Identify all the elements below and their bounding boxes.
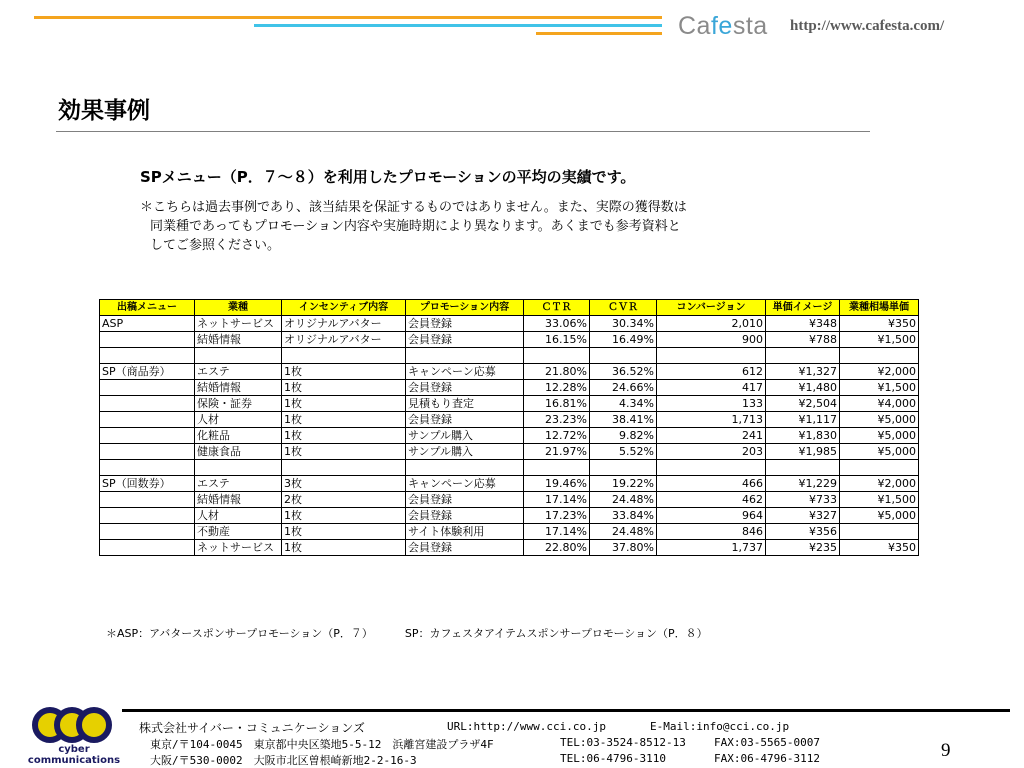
cell-menu [100,412,195,428]
cell-ctr [524,460,590,476]
cell-ctr: 12.72% [524,428,590,444]
cell-promotion: サイト体験利用 [406,524,524,540]
cell-ctr: 17.14% [524,524,590,540]
logo-part-c: sta [732,12,768,40]
header-stripe-orange-2 [536,32,662,35]
cell-industry: 人材 [195,508,282,524]
table-row [100,380,919,396]
footnote-sp: SP：カフェスタアイテムスポンサープロモーション（P．８） [404,627,708,640]
cell-unit-price: ¥348 [766,316,840,332]
cell-unit-price [766,348,840,364]
footnote [106,625,740,641]
cell-incentive: 1枚 [282,380,406,396]
column-header-incentive: インセンティブ内容 [282,300,406,316]
table-row [100,396,919,412]
cell-industry [195,460,282,476]
header-stripe-orange [34,16,662,19]
logo-part-a: Ca [678,12,711,40]
cell-promotion [406,460,524,476]
results-table [99,299,919,556]
cell-market-price: ¥2,000 [840,364,919,380]
cell-promotion: キャンペーン応募 [406,476,524,492]
cell-incentive: 1枚 [282,524,406,540]
cell-market-price: ¥1,500 [840,380,919,396]
cell-cvr: 33.84% [590,508,657,524]
cell-industry: 不動産 [195,524,282,540]
cell-menu [100,380,195,396]
cell-ctr: 17.23% [524,508,590,524]
cell-market-price: ¥5,000 [840,428,919,444]
footer-tokyo-address: 東京/〒104-0045 東京都中央区築地5-5-12 浜離宮建設プラザ4F [150,738,494,751]
cell-menu [100,492,195,508]
disclaimer-line: してご参照ください。 [150,238,281,253]
cell-ctr: 22.80% [524,540,590,556]
cell-market-price: ¥5,000 [840,444,919,460]
cell-menu [100,444,195,460]
page-title: 効果事例 [58,98,150,124]
table-row [100,476,919,492]
cell-conversion: 846 [657,524,766,540]
cell-promotion [406,348,524,364]
table-header-row [100,300,919,316]
cell-industry: 結婚情報 [195,380,282,396]
table-row [100,508,919,524]
logo-caption: communications [27,755,121,766]
logo-ring-icon [76,707,112,743]
cell-conversion [657,460,766,476]
cell-cvr: 38.41% [590,412,657,428]
cell-ctr: 16.15% [524,332,590,348]
headline: SPメニュー（P．７～８）を利用したプロモーションの平均の実績です。 [140,168,636,186]
cell-unit-price: ¥1,985 [766,444,840,460]
cell-menu: SP（商品券） [100,364,195,380]
cell-promotion: 会員登録 [406,540,524,556]
table-body [100,316,919,556]
cell-cvr: 37.80% [590,540,657,556]
table-row [100,316,919,332]
cell-unit-price: ¥327 [766,508,840,524]
column-header-conversion: コンバージョン [657,300,766,316]
cyber-communications-logo [26,705,122,767]
cell-menu [100,508,195,524]
cell-ctr: 33.06% [524,316,590,332]
disclaimer-line: 同業種であってもプロモーション内容や実施時期により異なります。あくまでも参考資料と [150,219,681,234]
cell-incentive [282,460,406,476]
cell-market-price: ¥350 [840,540,919,556]
cell-incentive: 1枚 [282,508,406,524]
cell-industry: ネットサービス [195,316,282,332]
cell-conversion: 466 [657,476,766,492]
cell-conversion: 241 [657,428,766,444]
cell-menu [100,428,195,444]
cell-conversion: 203 [657,444,766,460]
footer-company: 株式会社サイバー・コミュニケーションズ [139,721,365,735]
table-row [100,444,919,460]
cell-ctr: 23.23% [524,412,590,428]
site-url-link[interactable]: http://www.cafesta.com/ [790,18,945,34]
cell-incentive: 1枚 [282,540,406,556]
cell-unit-price [766,460,840,476]
table-row [100,412,919,428]
cell-cvr: 30.34% [590,316,657,332]
cell-ctr [524,348,590,364]
cell-unit-price: ¥2,504 [766,396,840,412]
cell-promotion: キャンペーン応募 [406,364,524,380]
column-header-promotion: プロモーション内容 [406,300,524,316]
cell-incentive: オリジナルアバター [282,316,406,332]
cell-industry: 健康食品 [195,444,282,460]
footer-osaka-tel: TEL:06-4796-3110 [560,752,666,765]
cell-unit-price: ¥1,830 [766,428,840,444]
cell-market-price [840,348,919,364]
cell-incentive: 1枚 [282,396,406,412]
cell-market-price [840,460,919,476]
cell-industry: エステ [195,476,282,492]
cell-promotion: 会員登録 [406,380,524,396]
footer-email[interactable]: E-Mail:info@cci.co.jp [650,720,790,733]
cell-promotion: 会員登録 [406,316,524,332]
cell-ctr: 21.80% [524,364,590,380]
cell-menu [100,540,195,556]
cell-conversion: 1,737 [657,540,766,556]
cell-menu [100,332,195,348]
cell-industry: 保険・証券 [195,396,282,412]
cell-cvr: 24.48% [590,524,657,540]
cell-market-price: ¥4,000 [840,396,919,412]
cell-cvr [590,460,657,476]
cell-ctr: 16.81% [524,396,590,412]
table-row [100,364,919,380]
cell-incentive [282,348,406,364]
cell-market-price: ¥5,000 [840,508,919,524]
table-row [100,460,919,476]
cell-incentive: 1枚 [282,364,406,380]
cell-market-price: ¥1,500 [840,332,919,348]
cell-promotion: 会員登録 [406,332,524,348]
cell-unit-price: ¥356 [766,524,840,540]
cell-conversion: 1,713 [657,412,766,428]
cell-cvr: 16.49% [590,332,657,348]
cell-cvr: 9.82% [590,428,657,444]
disclaimer-line: ＊こちらは過去事例であり、該当結果を保証するものではありません。また、実際の獲得数は [140,200,687,215]
cell-ctr: 17.14% [524,492,590,508]
cell-incentive: 2枚 [282,492,406,508]
cell-market-price: ¥350 [840,316,919,332]
table-row [100,540,919,556]
table-row [100,332,919,348]
footer-url[interactable]: URL:http://www.cci.co.jp [447,720,606,733]
cafesta-logo [678,12,768,41]
cell-industry: 結婚情報 [195,332,282,348]
cell-promotion: 見積もり査定 [406,396,524,412]
cell-incentive: 1枚 [282,428,406,444]
cell-cvr: 4.34% [590,396,657,412]
title-divider [56,131,870,132]
column-header-cvr: ＣＶＲ [590,300,657,316]
disclaimer [140,198,820,255]
cell-unit-price: ¥235 [766,540,840,556]
table-row [100,428,919,444]
cell-conversion: 133 [657,396,766,412]
logo-caption: cyber [58,744,90,755]
cell-industry: 人材 [195,412,282,428]
column-header-industry: 業種 [195,300,282,316]
cell-promotion: 会員登録 [406,492,524,508]
cell-ctr: 21.97% [524,444,590,460]
table-row [100,492,919,508]
cell-cvr: 24.48% [590,492,657,508]
cell-menu [100,524,195,540]
cell-conversion: 417 [657,380,766,396]
cell-unit-price: ¥1,117 [766,412,840,428]
cell-cvr: 19.22% [590,476,657,492]
footnote-asp: ＊ASP：アバタースポンサープロモーション（P．７） [106,627,373,640]
cell-promotion: サンプル購入 [406,444,524,460]
cell-conversion [657,348,766,364]
cell-industry: エステ [195,364,282,380]
cell-conversion: 964 [657,508,766,524]
footer-tokyo-tel: TEL:03-3524-8512-13 [560,736,686,749]
cell-menu: SP（回数券） [100,476,195,492]
cell-conversion: 462 [657,492,766,508]
cell-unit-price: ¥1,327 [766,364,840,380]
cell-industry: 化粧品 [195,428,282,444]
cell-menu: ASP [100,316,195,332]
cell-unit-price: ¥1,229 [766,476,840,492]
cell-unit-price: ¥788 [766,332,840,348]
cell-cvr: 36.52% [590,364,657,380]
cell-promotion: サンプル購入 [406,428,524,444]
cell-market-price: ¥1,500 [840,492,919,508]
footer-divider [122,709,1010,712]
column-header-ctr: ＣＴＲ [524,300,590,316]
cell-unit-price: ¥733 [766,492,840,508]
cell-promotion: 会員登録 [406,508,524,524]
cell-industry: ネットサービス [195,540,282,556]
footer-tokyo-fax: FAX:03-5565-0007 [714,736,820,749]
column-header-unit-price: 単価イメージ [766,300,840,316]
cell-market-price [840,524,919,540]
cell-menu [100,396,195,412]
table-row [100,348,919,364]
footer-osaka-fax: FAX:06-4796-3112 [714,752,820,765]
cell-cvr: 5.52% [590,444,657,460]
table-row [100,524,919,540]
cell-unit-price: ¥1,480 [766,380,840,396]
cell-ctr: 19.46% [524,476,590,492]
cell-menu [100,460,195,476]
column-header-menu: 出稿メニュー [100,300,195,316]
cell-incentive: 1枚 [282,444,406,460]
header-stripe-blue [254,24,662,27]
cell-market-price: ¥2,000 [840,476,919,492]
cell-conversion: 612 [657,364,766,380]
cell-incentive: 3枚 [282,476,406,492]
cell-incentive: 1枚 [282,412,406,428]
cell-conversion: 900 [657,332,766,348]
cell-ctr: 12.28% [524,380,590,396]
logo-part-b: fe [710,12,733,40]
page-number: 9 [941,740,951,761]
cell-market-price: ¥5,000 [840,412,919,428]
cell-incentive: オリジナルアバター [282,332,406,348]
footer-osaka-address: 大阪/〒530-0002 大阪市北区曽根崎新地2-2-16-3 [150,754,417,767]
cell-cvr: 24.66% [590,380,657,396]
cell-promotion: 会員登録 [406,412,524,428]
cell-conversion: 2,010 [657,316,766,332]
cell-cvr [590,348,657,364]
cell-menu [100,348,195,364]
cell-industry [195,348,282,364]
column-header-market-price: 業種相場単価 [840,300,919,316]
cell-industry: 結婚情報 [195,492,282,508]
